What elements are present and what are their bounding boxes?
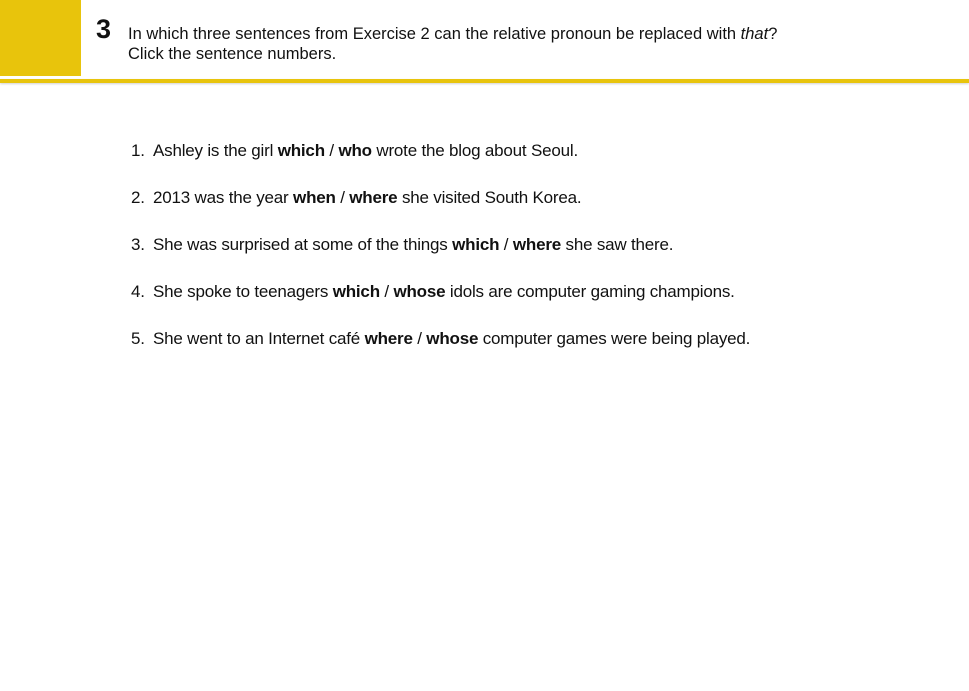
sentence-list [131,138,750,373]
pronoun-option-a: which [277,141,325,160]
sentence-1[interactable] [131,138,750,185]
accent-block [0,0,81,76]
pronoun-option-b: whose [393,282,446,301]
option-separator: / [324,141,339,160]
exercise-header [0,0,969,76]
exercise-number: 3 [96,14,112,44]
sentence-number[interactable]: 3. [131,235,145,254]
sentence-2[interactable] [131,185,750,232]
instruction-text: In which three sentences from Exercise 2 can the relative pronoun be replaced with [128,25,741,43]
sentence-text: wrote the blog about Seoul. [371,141,578,160]
pronoun-option-a: which [452,235,500,254]
pronoun-option-b: where [512,235,561,254]
sentence-number[interactable]: 4. [131,282,145,301]
header-divider [0,79,969,83]
pronoun-option-a: when [293,188,336,207]
option-separator: / [412,329,427,348]
sentence-5[interactable] [131,326,750,373]
sentence-text: she saw there. [561,235,674,254]
instruction-emphasis: that [740,25,769,43]
sentence-text: computer games were being played. [478,329,751,348]
sentence-text: Ashley is the girl [153,141,278,160]
sentence-text: 2013 was the year [153,188,294,207]
sentence-3[interactable] [131,232,750,279]
exercise-instruction [128,24,777,64]
sentence-text: she visited South Korea. [397,188,582,207]
sentence-4[interactable] [131,279,750,326]
pronoun-option-b: whose [426,329,479,348]
sentence-number[interactable]: 5. [131,329,145,348]
instruction-question-mark: ? [768,25,778,43]
sentence-number[interactable]: 1. [131,141,145,160]
option-separator: / [379,282,394,301]
pronoun-option-b: who [338,141,372,160]
sentence-text: She went to an Internet café [153,329,365,348]
instruction-line-2: Click the sentence numbers. [128,45,337,63]
instruction-line-1 [128,24,777,44]
sentence-text: She spoke to teenagers [153,282,333,301]
pronoun-option-b: where [349,188,398,207]
option-separator: / [335,188,350,207]
option-separator: / [499,235,513,254]
pronoun-option-a: where [364,329,413,348]
sentence-text: idols are computer gaming champions. [445,282,735,301]
pronoun-option-a: which [332,282,380,301]
sentence-text: She was surprised at some of the things [153,235,453,254]
sentence-number[interactable]: 2. [131,188,145,207]
